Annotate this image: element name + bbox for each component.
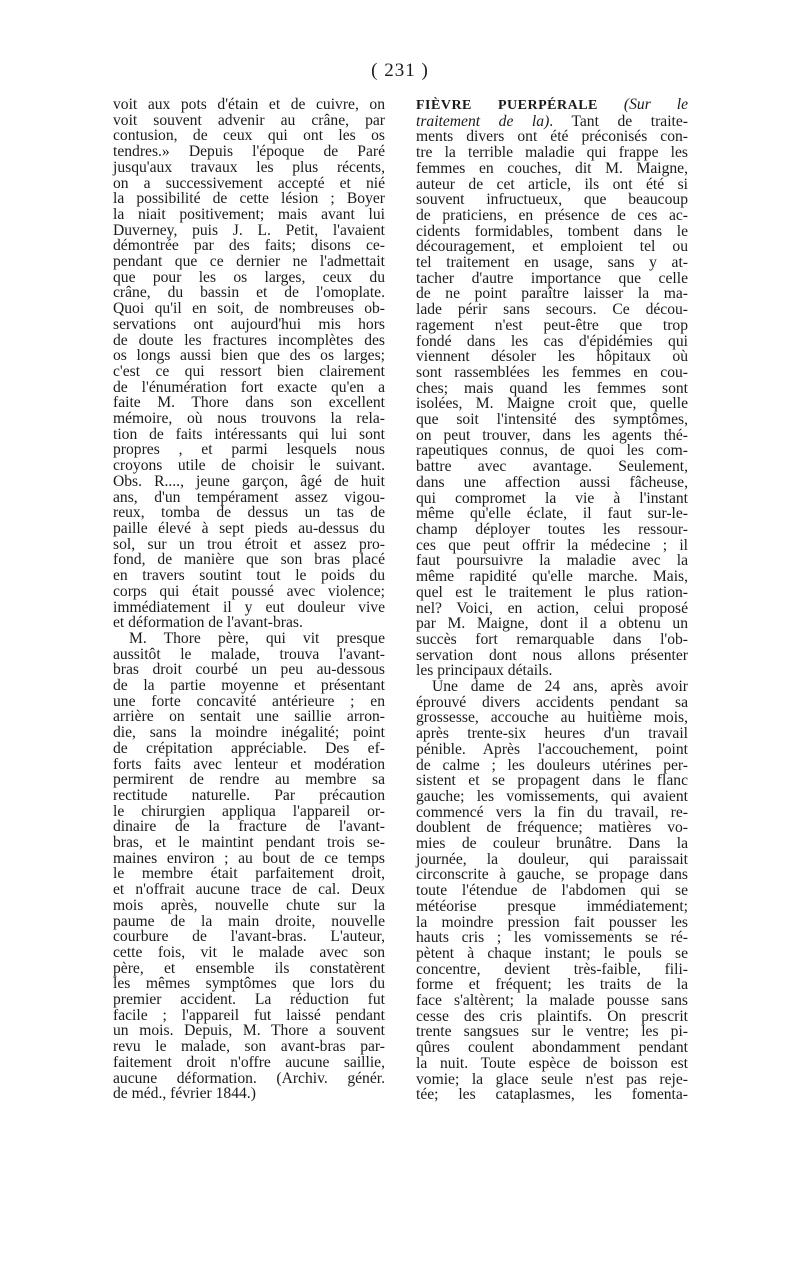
text-line: corps qui était poussé avec violence; [113, 582, 385, 600]
text-line: tacher d'autre importance que celle [416, 269, 688, 287]
text-line: os longs aussi bien que des os larges; [113, 347, 385, 365]
section-heading: FIÈVRE PUERPÉRALE [416, 98, 598, 113]
text-line: de crépitation appréciable. Des ef- [113, 739, 385, 757]
text-line: face s'altèrent; la malade pousse sans [416, 992, 688, 1010]
text-line: tendres.» Depuis l'époque de Paré [113, 143, 385, 161]
text-line [416, 114, 688, 130]
text-line: aucune déformation. (Archiv. génér. [113, 1069, 385, 1087]
text-line: forme et fréquent; les traits de la [416, 976, 688, 994]
text-line: sol, sur un trou étroit et assez pro- [113, 535, 385, 553]
text-line: et n'offrait aucune trace de cal. Deux [113, 881, 385, 899]
text-line: tion de faits intéressants qui lui sont [113, 425, 385, 443]
text-line: servation dont nous allons présenter [416, 646, 688, 664]
text-line: hauts cris ; les vomissements se ré- [416, 929, 688, 947]
text-line: démontrée par des faits; disons ce- [113, 237, 385, 255]
text-line: toute l'étendue de l'abdomen qui se [416, 882, 688, 900]
text-line: un mois. Depuis, M. Thore a souvent [113, 1022, 385, 1040]
text-line: succès fort remarquable dans l'ob- [416, 630, 688, 648]
text-line: bras droit courbé un peu au-dessous [113, 661, 385, 679]
text-line: champ déployer toutes les ressour- [416, 520, 688, 538]
text-line: par M. Maigne, dont il a obtenu un [416, 615, 688, 633]
text-line: grossesse, accouche au huitième mois, [416, 709, 688, 727]
text-line: de praticiens, en présence de ces ac- [416, 206, 688, 224]
text-line: aussitôt le malade, trouva l'avant- [113, 645, 385, 663]
text-line: et déformation de l'avant-bras. [113, 614, 303, 632]
text-line: voit aux pots d'étain et de cuivre, on [113, 96, 385, 113]
text-line: forts faits avec lenteur et modération [113, 755, 385, 773]
right-column [416, 97, 688, 1103]
text-line: faut poursuivre la maladie avec la [416, 552, 688, 570]
text-line: arrière on sentait une saillie arron- [113, 708, 385, 726]
text-line: tel traitement en usage, sans y at- [416, 254, 688, 272]
text-line: sistent et se propagent dans le flanc [416, 772, 688, 790]
text-line: isolées, M. Maigne croit que, quelle [416, 395, 688, 413]
text-line: ces que peut offrir la médecine ; il [416, 536, 688, 554]
text-line: de la partie moyenne et présentant [113, 677, 385, 695]
text-line: crâne, du bassin et de l'omoplate. [113, 284, 385, 302]
text-line: le membre était parfaitement droit, [113, 865, 385, 883]
text-line: paille élevé à sept pieds au-dessus du [113, 519, 385, 537]
text-line: concentre, devient très-faible, fili- [416, 960, 688, 978]
text-line [416, 97, 688, 114]
text-line: commencé vers la fin du travail, re- [416, 803, 688, 821]
text-line: bras, et le maintint pendant trois se- [113, 834, 385, 852]
text-line: vomie; la glace seule n'est pas reje- [416, 1070, 688, 1088]
text-line: servations ont aujourd'hui mis hors [113, 315, 385, 333]
text-line: faitement droit n'offre aucune saillie, [113, 1053, 385, 1071]
text-line: fond, de manière que son bras placé [113, 551, 385, 569]
text-line: les mêmes symptômes que lors du [113, 975, 385, 993]
left-column [113, 97, 385, 1102]
text-line: dinaire de la fracture de l'avant- [113, 818, 385, 836]
text-line: tre la terrible maladie qui frappe les [416, 144, 688, 162]
text-line: souvent infructueux, que beaucoup [416, 191, 688, 209]
text-line: maines environ ; au bout de ce temps [113, 849, 385, 867]
text-line: revu le malade, son avant-bras par- [113, 1038, 385, 1056]
text-line: on a successivement accepté et nié [113, 174, 385, 192]
text-line: Quoi qu'il en soit, de nombreuses ob- [113, 300, 385, 318]
text-line: père, et ensemble ils constatèrent [113, 959, 385, 977]
text-line: de calme ; les douleurs utérines per- [416, 756, 688, 774]
text-line: que soit l'intensité des symptômes, [416, 411, 688, 429]
text-line: mies de couleur brunâtre. Dans la [416, 835, 688, 853]
line-text: . Tant de traite- [549, 112, 688, 130]
text-line: circonscrite à gauche, se propage dans [416, 866, 688, 884]
text-line: auteur de cet article, ils ont été si [416, 175, 688, 193]
text-line: battre avec avantage. Seulement, [416, 458, 688, 476]
text-line: pénible. Après l'accouchement, point [416, 740, 688, 758]
text-line: que pour les os larges, ceux du [113, 268, 385, 286]
text-line: pendant que ce dernier ne l'admettait [113, 253, 385, 271]
text-line: permirent de rendre au membre sa [113, 771, 385, 789]
text-line: faite M. Thore dans son excellent [113, 394, 385, 412]
text-line: éprouvé divers accidents pendant sa [416, 693, 688, 711]
text-line: la moindre pression fait pousser les [416, 913, 688, 931]
text-line: cesse des cris plaintifs. On prescrit [416, 1007, 688, 1025]
text-line: les principaux détails. [416, 662, 553, 680]
text-line: nel? Voici, en action, celui proposé [416, 599, 688, 617]
text-line: une forte concavité antérieure ; en [113, 692, 385, 710]
text-line: quel est le traitement le plus ration- [416, 583, 688, 601]
text-line: météorise presque immédiatement; [416, 897, 688, 915]
text-line: courbure de l'avant-bras. L'auteur, [113, 928, 385, 946]
text-line: c'est ce qui ressort bien clairement [113, 362, 385, 380]
heading-subtitle: traitement de la) [416, 112, 550, 130]
heading-subtitle: (Sur le [597, 96, 689, 113]
text-line: la nuit. Toute espèce de boisson est [416, 1054, 688, 1072]
text-line: propres , et parmi lesquels nous [113, 441, 385, 459]
text-line: qûres coulent abondamment pendant [416, 1039, 688, 1057]
text-line: dans une affection aussi fâcheuse, [416, 473, 688, 491]
text-line: la possibilité de cette lésion ; Boyer [113, 190, 385, 208]
text-line: de méd., février 1844.) [113, 1085, 256, 1103]
text-line: mois après, nouvelle chute sur la [113, 896, 385, 914]
text-line: ans, d'un tempérament assez vigou- [113, 488, 385, 506]
text-line: même rapidité qu'elle marche. Mais, [416, 568, 688, 586]
text-line: reux, tomba de dessus un tas de [113, 504, 385, 522]
text-line: jusqu'aux travaux les plus récents, [113, 158, 385, 176]
text-line: le chirurgien appliqua l'appareil or- [113, 802, 385, 820]
text-line: paume de la main droite, nouvelle [113, 912, 385, 930]
text-line: Obs. R...., jeune garçon, âgé de huit [113, 472, 385, 490]
text-line: sont rassemblées les femmes en cou- [416, 363, 688, 381]
text-line: de l'énumération fort exacte qu'en a [113, 378, 385, 396]
text-line: ragement n'est peut-être que trop [416, 316, 688, 334]
text-line: Duverney, puis J. L. Petit, l'avaient [113, 221, 385, 239]
text-line: cidents formidables, tombent dans le [416, 222, 688, 240]
text-line: die, sans la moindre inégalité; point [113, 724, 385, 742]
text-line: contusion, de ceux qui ont les os [113, 127, 385, 145]
text-line: de ne point paraître laisser la ma- [416, 285, 688, 303]
text-line: facile ; l'appareil fut laissé pendant [113, 1006, 385, 1024]
text-line: après trente-six heures d'un travail [416, 725, 688, 743]
page-number: ( 231 ) [371, 60, 429, 81]
text-line: tée; les cataplasmes, les fomenta- [416, 1086, 688, 1104]
text-line: viennent désoler les hôpitaux où [416, 348, 688, 366]
text-line: rapeutiques connus, de quoi les com- [416, 442, 688, 460]
text-line: gauche; les vomissements, qui avaient [416, 787, 688, 805]
text-line: Une dame de 24 ans, après avoir [432, 678, 688, 696]
text-line: trente sangsues sur le ventre; les pi- [416, 1023, 688, 1041]
text-line: ches; mais quand les femmes sont [416, 379, 688, 397]
text-line: lade périr sans secours. Ce décou- [416, 301, 688, 319]
text-line: cette fois, vit le malade avec son [113, 943, 385, 961]
text-line: ments divers ont été préconisés con- [416, 128, 688, 146]
text-line: de doute les fractures incomplètes des [113, 331, 385, 349]
text-line: doublent de fréquence; matières vo- [416, 819, 688, 837]
text-line: qui compromet la vie à l'instant [416, 489, 688, 507]
text-line: mémoire, où nous trouvons la rela- [113, 410, 385, 428]
text-line: femmes en couches, dit M. Maigne, [416, 159, 688, 177]
text-line: fondé dans les cas d'épidémies qui [416, 332, 688, 350]
text-line: en travers soutint tout le poids du [113, 567, 385, 585]
text-line: immédiatement il y eut douleur vive [113, 598, 385, 616]
text-line: premier accident. La réduction fut [113, 991, 385, 1009]
text-line: voit souvent advenir au crâne, par [113, 111, 385, 129]
text-line: journée, la douleur, qui paraissait [416, 850, 688, 868]
text-line: croyons utile de choisir le suivant. [113, 457, 385, 475]
text-line: M. Thore père, qui vit presque [129, 629, 385, 647]
text-line: découragement, et emploient tel ou [416, 238, 688, 256]
text-line: rectitude naturelle. Par précaution [113, 786, 385, 804]
text-line: on peut trouver, dans les agents thé- [416, 426, 688, 444]
text-line: même qu'elle éclate, il faut sur-le- [416, 505, 688, 523]
text-line: pètent à chaque instant; le pouls se [416, 944, 688, 962]
text-line: la niait positivement; mais avant lui [113, 205, 385, 223]
